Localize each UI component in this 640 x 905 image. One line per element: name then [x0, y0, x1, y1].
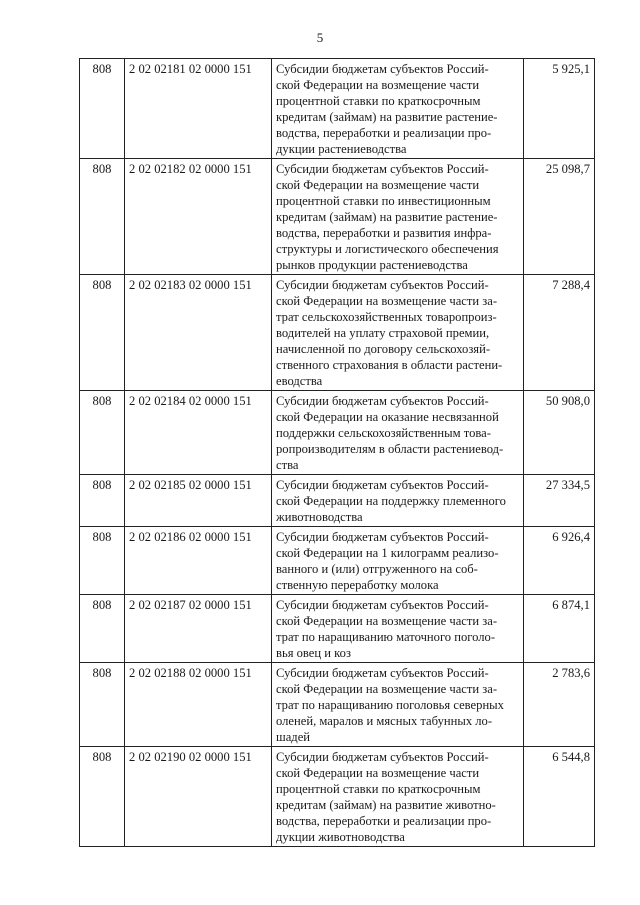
budget-code-cell: 2 02 02187 02 0000 151 — [125, 595, 272, 663]
budget-code-cell: 2 02 02182 02 0000 151 — [125, 159, 272, 275]
description-cell: Субсидии бюджетам субъектов Россий- ской Федерации на возмещение части процентной ставки по инвестиционным кредитам (займам) на развитие растение- водства, переработки и развития инфра- структуры и логистического обеспечения рынков продукции растениеводства — [272, 159, 524, 275]
budget-code-cell: 2 02 02188 02 0000 151 — [125, 663, 272, 747]
table-body — [80, 59, 595, 847]
amount-cell: 50 908,0 — [524, 391, 595, 475]
description-cell: Субсидии бюджетам субъектов Россий- ской Федерации на возмещение части процентной ставки по краткосрочным кредитам (займам) на развитие растение- водства, переработки и реализации про- дукции растениеводства — [272, 59, 524, 159]
budget-table — [79, 58, 595, 847]
description-cell: Субсидии бюджетам субъектов Россий- ской Федерации на возмещение части за- трат по наращиванию поголовья северных оленей, маралов и мясных табунных ло- шадей — [272, 663, 524, 747]
table-row — [80, 159, 595, 275]
admin-code-cell: 808 — [80, 391, 125, 475]
amount-cell: 25 098,7 — [524, 159, 595, 275]
table-row — [80, 527, 595, 595]
budget-code-cell: 2 02 02184 02 0000 151 — [125, 391, 272, 475]
admin-code-cell: 808 — [80, 159, 125, 275]
amount-cell: 6 544,8 — [524, 747, 595, 847]
table-row — [80, 275, 595, 391]
admin-code-cell: 808 — [80, 475, 125, 527]
admin-code-cell: 808 — [80, 663, 125, 747]
table-row — [80, 747, 595, 847]
amount-cell: 5 925,1 — [524, 59, 595, 159]
admin-code-cell: 808 — [80, 527, 125, 595]
table-row — [80, 391, 595, 475]
amount-cell: 6 926,4 — [524, 527, 595, 595]
table-row — [80, 475, 595, 527]
amount-cell: 27 334,5 — [524, 475, 595, 527]
description-cell: Субсидии бюджетам субъектов Россий- ской Федерации на оказание несвязанной поддержки сельскохозяйственным това- ропроизводителям в области растениевод- ства — [272, 391, 524, 475]
description-cell: Субсидии бюджетам субъектов Россий- ской Федерации на возмещение части за- трат по наращиванию маточного поголо- вья овец и коз — [272, 595, 524, 663]
description-cell: Субсидии бюджетам субъектов Россий- ской Федерации на поддержку племенного животноводства — [272, 475, 524, 527]
amount-cell: 7 288,4 — [524, 275, 595, 391]
budget-code-cell: 2 02 02181 02 0000 151 — [125, 59, 272, 159]
table-row — [80, 663, 595, 747]
budget-code-cell: 2 02 02186 02 0000 151 — [125, 527, 272, 595]
page-number: 5 — [316, 30, 324, 45]
table-row — [80, 59, 595, 159]
admin-code-cell: 808 — [80, 59, 125, 159]
amount-cell: 6 874,1 — [524, 595, 595, 663]
description-cell: Субсидии бюджетам субъектов Россий- ской Федерации на возмещение части за- трат сельскохозяйственных товаропроиз- водителей на уплату страховой премии, начисленной по договору сельскохозяй- ственного страхования в области растени- еводства — [272, 275, 524, 391]
admin-code-cell: 808 — [80, 275, 125, 391]
amount-cell: 2 783,6 — [524, 663, 595, 747]
budget-code-cell: 2 02 02185 02 0000 151 — [125, 475, 272, 527]
description-cell: Субсидии бюджетам субъектов Россий- ской Федерации на 1 килограмм реализо- ванного и (или) отгруженного на соб- ственную переработку молока — [272, 527, 524, 595]
table-row — [80, 595, 595, 663]
description-cell: Субсидии бюджетам субъектов Россий- ской Федерации на возмещение части процентной ставки по краткосрочным кредитам (займам) на развитие животно- водства, переработки и реализации про- дукции животноводства — [272, 747, 524, 847]
budget-code-cell: 2 02 02190 02 0000 151 — [125, 747, 272, 847]
budget-code-cell: 2 02 02183 02 0000 151 — [125, 275, 272, 391]
admin-code-cell: 808 — [80, 595, 125, 663]
admin-code-cell: 808 — [80, 747, 125, 847]
